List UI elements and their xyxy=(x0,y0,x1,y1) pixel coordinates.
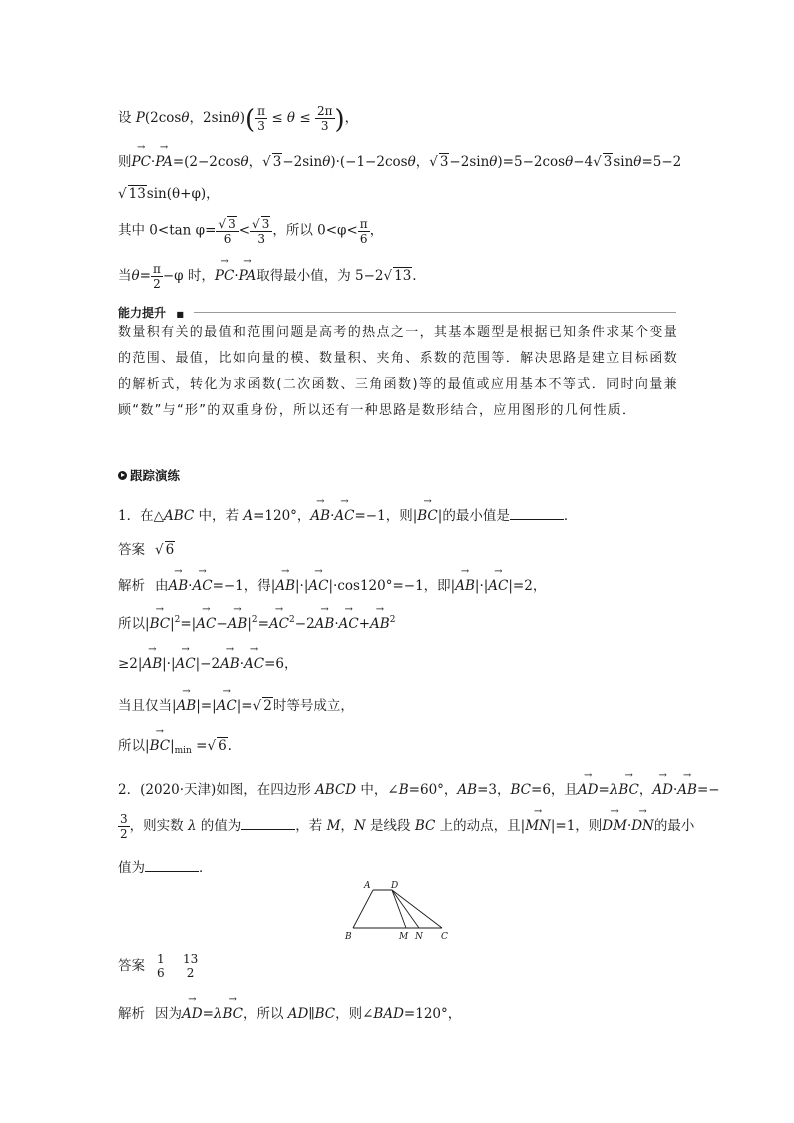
text: |·| xyxy=(295,578,309,594)
text: =6， xyxy=(264,656,298,672)
text: 所以| xyxy=(118,738,150,754)
vec-ac: → AC xyxy=(196,616,216,632)
frac-pi-6 xyxy=(358,217,370,246)
text: 所以| xyxy=(118,616,150,632)
vec-ab: → AB xyxy=(275,578,295,594)
text: 时等号成立， xyxy=(272,698,354,714)
vec-ad: → AD xyxy=(578,782,599,798)
text: =−1，得| xyxy=(212,578,276,594)
den: 3 xyxy=(257,232,265,246)
intro-line-5: 当θ= $\frac{\pi}{2}$ −φ 时，→ PC·→ PA取得最小值，为 5−2√ 13. xyxy=(118,262,417,291)
q1-solution-4: 当且仅当|→ AB|=|→ AC|=√ 2时等号成立， xyxy=(118,694,354,714)
text: |−2 xyxy=(195,656,221,672)
text: |= xyxy=(236,698,253,714)
text: . xyxy=(227,738,232,754)
var-theta: θ xyxy=(240,154,249,170)
den: 2 xyxy=(120,827,128,841)
var-theta: θ xyxy=(181,110,190,126)
vec-ac: → AC xyxy=(192,578,212,594)
vec-ab: → AB xyxy=(228,616,248,632)
var-theta: θ xyxy=(286,110,296,126)
var: BAD xyxy=(373,1006,404,1022)
solution-label: 解析 xyxy=(118,578,145,594)
text: 设 xyxy=(118,110,132,126)
answer-label: 答案 xyxy=(118,957,145,974)
num: π xyxy=(359,216,368,231)
text: 2．(2020·天津)如图，在四边形 xyxy=(118,782,316,798)
text: 的最小 xyxy=(653,818,695,834)
sqrt: 3 xyxy=(603,154,613,170)
frac-2pi-3 xyxy=(315,104,335,133)
num: 2π xyxy=(316,104,333,118)
text: ，则实数 xyxy=(129,818,188,834)
text: ， xyxy=(638,782,653,798)
text: 其中 0<tan φ= xyxy=(118,222,217,239)
text: |=| xyxy=(196,698,217,714)
den: 6 xyxy=(223,232,232,246)
text: = xyxy=(172,154,185,170)
text: |=2， xyxy=(508,578,547,594)
frac-sqrt3-6 xyxy=(216,216,238,246)
var-theta: θ xyxy=(131,268,140,284)
text: | xyxy=(170,738,175,754)
text: |·| xyxy=(474,578,489,594)
text: )·(−1−2cos xyxy=(330,154,408,170)
text: ， xyxy=(415,154,430,170)
text: 则 xyxy=(118,154,132,170)
q1-solution-2: 所以|→ $BC|^2=|\to AC-\to AB|^2=\to AC^2-2\to AB\cdot\to AC+\to AB^2$ xyxy=(118,612,395,632)
text: 当 xyxy=(118,268,132,284)
vec-ac: → AC xyxy=(339,616,359,632)
vec-ab: → AB xyxy=(455,578,475,594)
text: −2sin xyxy=(282,154,323,170)
q2-stem-3 xyxy=(118,856,213,876)
text: = xyxy=(257,616,269,632)
frac-3-2 xyxy=(118,812,130,841)
answer-frac-2 xyxy=(181,952,200,980)
text: )=5−2cos xyxy=(497,154,566,170)
text: =5−2 xyxy=(641,154,682,170)
text: ， xyxy=(248,154,263,170)
var: A xyxy=(243,508,254,524)
var-p: P xyxy=(135,110,145,126)
square-bullet-icon: ■ xyxy=(176,310,190,319)
q2-solution-1 xyxy=(118,1002,461,1022)
vec-pc: → PC xyxy=(215,268,234,284)
text: sin xyxy=(613,154,634,170)
var-theta: θ xyxy=(407,154,416,170)
q2-answer xyxy=(118,952,200,980)
vec-ab: → AB xyxy=(315,616,335,632)
label-d: D xyxy=(391,881,399,891)
text: ，所以 0<φ< xyxy=(272,222,358,239)
solution-label: 解析 xyxy=(118,1006,145,1022)
section-header-ability xyxy=(118,304,676,320)
text: =3， xyxy=(477,782,511,798)
text: ． xyxy=(563,508,578,524)
q1-solution-3: ≥2|→ AB|·|→ AC|−2→ AB·→ AC=6， xyxy=(118,652,298,672)
var: BC xyxy=(510,782,532,798)
frac-pi-3 xyxy=(255,104,267,133)
answer-blank xyxy=(241,817,295,830)
var: B xyxy=(398,782,409,798)
q1-solution-1: 解析 由→ AB·→ AC=−1，得|→ AB|·|→ AC|·cos120°=−1，即|→ AB|·|→ AC|=2， xyxy=(118,574,546,594)
text: ． xyxy=(199,860,213,876)
text: =60°， xyxy=(408,782,458,798)
den: 3 xyxy=(320,119,329,133)
var: BC xyxy=(414,818,436,834)
subscript-min: min xyxy=(174,746,192,756)
num: 3 xyxy=(120,812,128,826)
sqrt: 3 xyxy=(261,217,270,231)
vec-pc: → PC xyxy=(132,154,151,170)
text: 中，若 xyxy=(194,508,244,524)
intro-line-3: √ 13sin(θ+φ)， xyxy=(118,186,220,202)
text: . xyxy=(412,268,417,284)
var: AD xyxy=(287,1006,309,1022)
sup: 2 xyxy=(251,615,258,625)
text: −2 xyxy=(294,616,315,632)
frac-pi-2 xyxy=(151,262,163,291)
text: =120°， xyxy=(403,1006,462,1022)
intro-line-2: 则→ PC·→ PA=(2−2cosθ，√ 3−2sinθ)·(−1−2cosθ，√ 3−2sinθ)=5−2cosθ−4√ 3sinθ=5−2 xyxy=(118,150,681,170)
quadrilateral-figure xyxy=(342,880,452,942)
var-lambda: λ xyxy=(213,1006,223,1022)
label-n: N xyxy=(415,932,423,942)
q2-stem-2: $\frac{3}{2}$ ，则实数 λ 的值为 ，若 M，N 是线段 BC 上的动点，且|→ MN|=1，则→ DM·→ DN的最小 xyxy=(118,812,694,841)
intro-line-4: 其中 0<tan φ= $\frac{√ 3}{6}$ < $\frac{√ 3}{3}$ ，所以 0<φ< $\frac{\pi}{6}$ ， xyxy=(118,216,384,246)
label-a: A xyxy=(364,881,371,891)
var-theta: θ xyxy=(633,154,642,170)
var-theta: θ xyxy=(489,154,498,170)
label-c: C xyxy=(441,932,448,942)
big-paren: ) xyxy=(334,105,345,135)
text: 的值为 xyxy=(196,818,242,834)
q2-stem-1: 2．(2020·天津)如图，在四边形 ABCD 中，∠B=60°，AB=3，BC=6，且→ AD=λ→ BC，→ AD·→ AB=− xyxy=(118,778,720,798)
var: M xyxy=(326,818,341,834)
text: −4 xyxy=(573,154,594,170)
text: (2−2cos xyxy=(184,154,241,170)
sup: 2 xyxy=(389,615,396,625)
big-paren: ( xyxy=(244,105,256,135)
text: = xyxy=(202,1006,214,1022)
vec-ac: → AC xyxy=(244,656,264,672)
text: ≥2| xyxy=(118,656,143,672)
num: π xyxy=(257,104,266,118)
vec-ab: → AB xyxy=(310,508,330,524)
vec-ab: → AB xyxy=(220,656,240,672)
vec-ac: → AC xyxy=(269,616,289,632)
q1-stem: 1．在△ABC 中，若 A=120°，→ AB·→ AC=−1，则|→ BC|的最小值是 ． xyxy=(118,504,577,524)
sqrt: 3 xyxy=(272,154,282,170)
text: ，若 xyxy=(295,818,327,834)
text: ) xyxy=(239,110,245,126)
num: √ 3 xyxy=(250,216,272,232)
den: 2 xyxy=(153,277,161,291)
vec-ac: → AC xyxy=(308,578,328,594)
divider xyxy=(194,312,676,313)
q1-answer: 答案 √ 6 xyxy=(118,542,175,558)
text: 1．在△ xyxy=(118,508,164,524)
text: sin(θ+φ)， xyxy=(146,186,220,202)
track-title: 跟踪演练 xyxy=(130,468,181,483)
label-b: B xyxy=(345,932,352,942)
text: 值为 xyxy=(118,860,145,876)
text: |·| xyxy=(162,656,176,672)
text: ， xyxy=(340,818,354,834)
leq: ≤ xyxy=(299,110,311,126)
var-theta: θ xyxy=(565,154,574,170)
text: 因为 xyxy=(155,1006,182,1022)
den: 3 xyxy=(257,119,265,133)
ability-paragraph: 数量积有关的最值和范围问题是高考的热点之一，其基本题型是根据已知条件求某个变量的范围、最值，比如向量的模、数量积、夹角、系数的范围等．解决思路是建立目标函数的解析式，转化为求函数(二次函数、三角函数)等的最值或应用基本不等式．同时向量兼顾“数”与“形”的双重身份，所以还有一种思路是数形结合，应用图形的几何性质． xyxy=(118,325,678,418)
vec-ab: → AB xyxy=(677,782,697,798)
text: 中，∠ xyxy=(356,782,399,798)
vec-ac: → AC xyxy=(176,656,196,672)
text: ∥ xyxy=(308,1006,315,1022)
text: =6，且 xyxy=(531,782,578,798)
vec-bc: → BC xyxy=(150,616,171,632)
var-theta: θ xyxy=(322,154,331,170)
den: 6 xyxy=(359,231,368,246)
text: =120°， xyxy=(253,508,311,524)
text: < xyxy=(238,222,251,239)
text: | xyxy=(247,616,252,632)
sup: 2 xyxy=(289,615,295,625)
text: |的最小值是 xyxy=(437,508,510,524)
text: |·cos120°=−1，即| xyxy=(328,578,456,594)
answer-value: 6 xyxy=(165,542,175,558)
text: ， xyxy=(344,110,359,126)
text: −φ 时， xyxy=(162,268,215,284)
text: |=1，则 xyxy=(550,818,603,834)
answer-frac-1 xyxy=(155,952,167,980)
sqrt: 13 xyxy=(394,268,412,284)
vec-ac: → AC xyxy=(217,698,237,714)
var-lambda: λ xyxy=(609,782,619,798)
vec-bc: → BC xyxy=(150,738,171,754)
var: BC xyxy=(314,1006,336,1022)
text: =− xyxy=(696,782,720,798)
num: √ 3 xyxy=(216,216,238,232)
text: ，所以 xyxy=(242,1006,288,1022)
text: − xyxy=(216,616,228,632)
vec-dm: → DM xyxy=(602,818,627,834)
den: 6 xyxy=(157,966,165,980)
track-header xyxy=(118,466,180,484)
var: N xyxy=(353,818,366,834)
text: 是线段 xyxy=(365,818,415,834)
var: ABCD xyxy=(315,782,357,798)
text: =| xyxy=(180,616,197,632)
text: −2sin xyxy=(449,154,490,170)
intro-line-1 xyxy=(118,104,358,135)
text: | xyxy=(170,616,175,632)
text: = xyxy=(191,738,208,754)
sup: 2 xyxy=(174,615,181,625)
vec-bc: → BC xyxy=(417,508,438,524)
vec-ac: → AC xyxy=(334,508,354,524)
text: ，则∠ xyxy=(335,1006,374,1022)
section-title: 能力提升 xyxy=(118,306,172,320)
vec-ad: → AD xyxy=(652,782,673,798)
var: AB xyxy=(457,782,478,798)
vec-bc: → BC xyxy=(618,782,639,798)
num: π xyxy=(152,262,161,276)
answer-blank xyxy=(145,859,199,872)
vec-pa: → PA xyxy=(239,268,257,284)
answer-label: 答案 xyxy=(118,542,145,558)
text: = xyxy=(598,782,610,798)
vec-bc: → BC xyxy=(222,1006,243,1022)
vec-ab: → AB xyxy=(142,656,162,672)
vec-ad: → AD xyxy=(182,1006,203,1022)
frac-sqrt3-3 xyxy=(250,216,272,246)
text: 上的动点，且| xyxy=(435,818,526,834)
text: + xyxy=(358,616,371,632)
sqrt: 3 xyxy=(439,154,449,170)
play-circle-icon xyxy=(118,471,127,480)
num: 1 xyxy=(157,952,165,966)
text: 由 xyxy=(155,578,169,594)
var: ABC xyxy=(163,508,195,524)
text: =−1，则| xyxy=(354,508,418,524)
sqrt: 3 xyxy=(228,217,236,231)
var-theta: θ xyxy=(231,110,240,126)
den: 2 xyxy=(186,966,195,980)
text: ，2sin xyxy=(189,110,232,126)
sqrt: 13 xyxy=(128,186,146,202)
answer-blank xyxy=(510,507,564,520)
text: = xyxy=(139,268,151,284)
q1-solution-5: 所以|→ $BC|_{min}$ =√ 6. xyxy=(118,734,232,756)
sqrt: 6 xyxy=(218,738,227,754)
vec-ab: → AB xyxy=(370,616,390,632)
num: 13 xyxy=(182,952,199,966)
var-lambda: λ xyxy=(187,818,197,834)
text: 当且仅当| xyxy=(118,698,177,714)
vec-ab: → AB xyxy=(177,698,197,714)
vec-mn: → MN xyxy=(525,818,551,834)
vec-ac: → AC xyxy=(488,578,508,594)
text: (2cos xyxy=(144,110,182,126)
text: 取得最小值，为 5−2 xyxy=(256,268,384,284)
vec-ab: → AB xyxy=(169,578,189,594)
label-m: M xyxy=(399,932,409,942)
sqrt: 2 xyxy=(263,698,272,714)
vec-dn: → DN xyxy=(631,818,654,834)
leq: ≤ xyxy=(271,110,283,126)
vec-pa: → PA xyxy=(155,154,173,170)
